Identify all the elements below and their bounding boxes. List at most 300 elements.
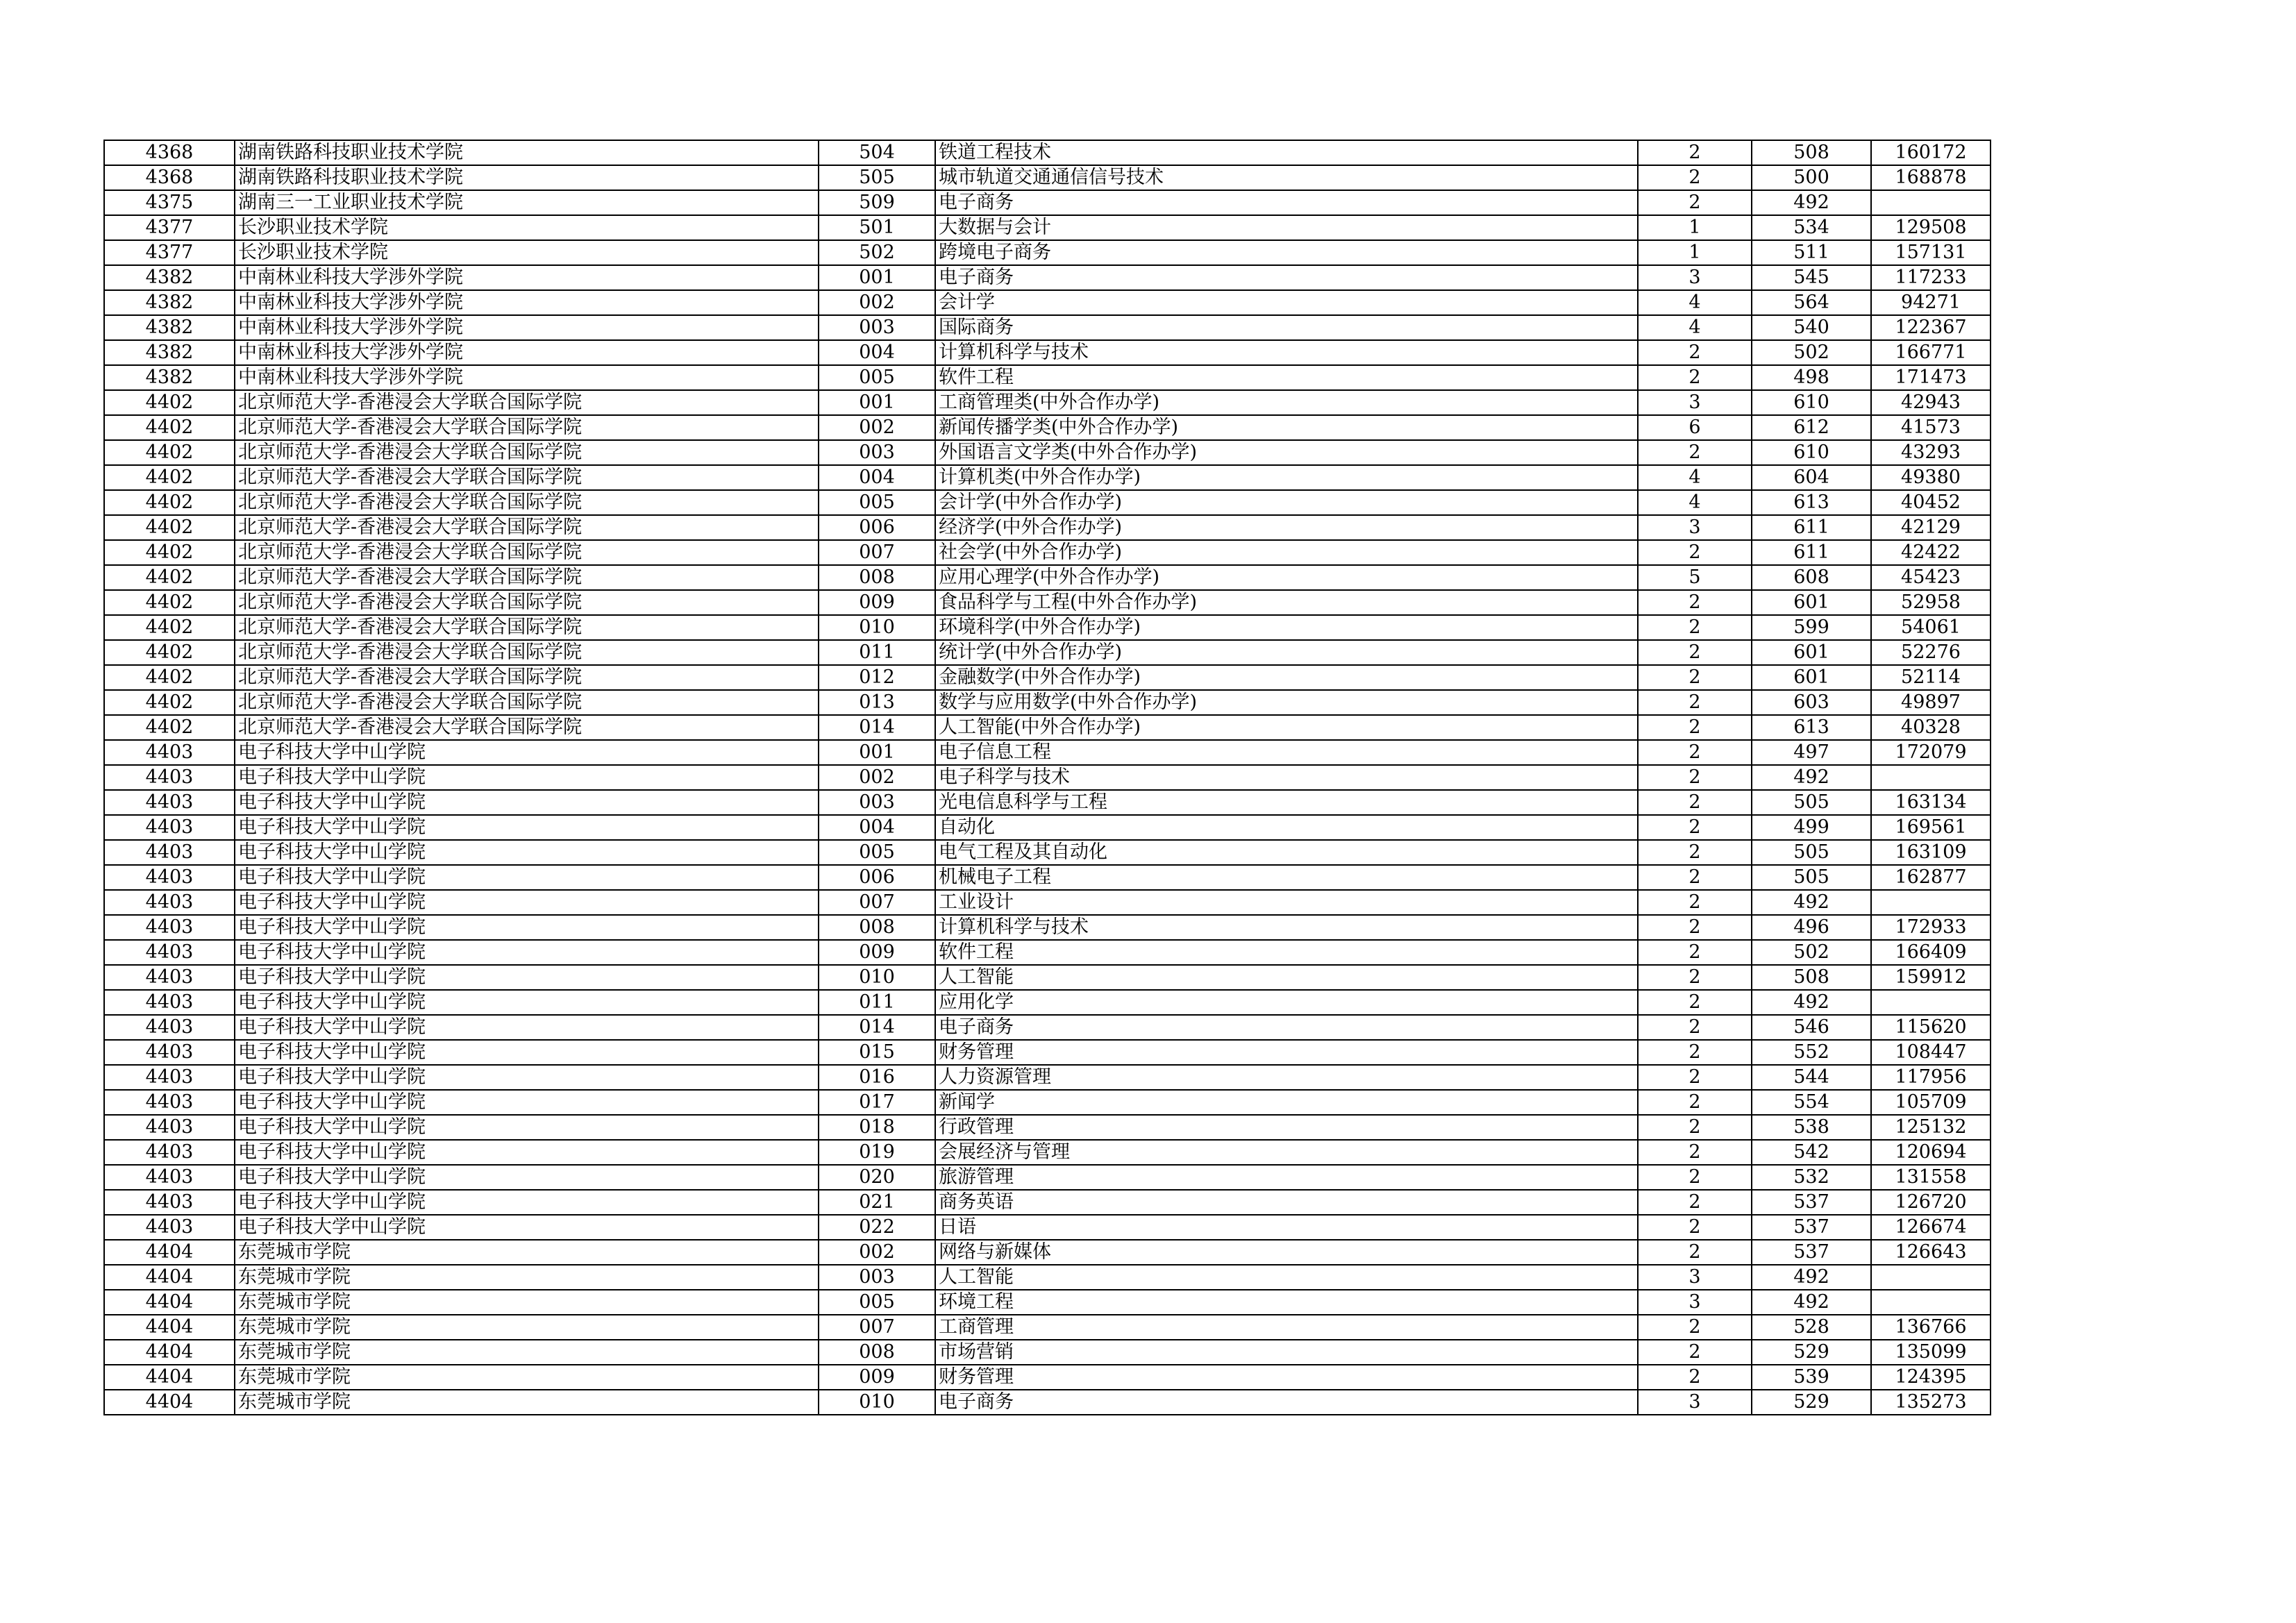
table-row bbox=[104, 1140, 1991, 1165]
table-row bbox=[104, 215, 1991, 240]
school-code-cell: 4404 bbox=[104, 1240, 235, 1265]
major-code-cell: 022 bbox=[819, 1215, 935, 1240]
school-name-cell: 北京师范大学-香港浸会大学联合国际学院 bbox=[235, 415, 819, 440]
table-row bbox=[104, 390, 1991, 415]
major-name-cell: 社会学(中外合作办学) bbox=[935, 540, 1638, 565]
rank-cell: 42943 bbox=[1871, 390, 1991, 415]
school-name-cell: 东莞城市学院 bbox=[235, 1315, 819, 1340]
table-row bbox=[104, 140, 1991, 165]
school-name-cell: 北京师范大学-香港浸会大学联合国际学院 bbox=[235, 565, 819, 590]
school-code-cell: 4404 bbox=[104, 1290, 235, 1315]
rank-cell: 49897 bbox=[1871, 690, 1991, 715]
min-score-cell: 502 bbox=[1752, 940, 1871, 965]
plan-count-cell: 3 bbox=[1638, 1290, 1752, 1315]
major-name-cell: 数学与应用数学(中外合作办学) bbox=[935, 690, 1638, 715]
rank-cell: 166771 bbox=[1871, 340, 1991, 365]
plan-count-cell: 1 bbox=[1638, 215, 1752, 240]
rank-cell: 135273 bbox=[1871, 1390, 1991, 1415]
major-code-cell: 002 bbox=[819, 415, 935, 440]
school-code-cell: 4403 bbox=[104, 990, 235, 1015]
school-name-cell: 湖南铁路科技职业技术学院 bbox=[235, 165, 819, 190]
major-name-cell: 人力资源管理 bbox=[935, 1065, 1638, 1090]
min-score-cell: 497 bbox=[1752, 740, 1871, 765]
plan-count-cell: 2 bbox=[1638, 1190, 1752, 1215]
rank-cell: 172079 bbox=[1871, 740, 1991, 765]
table-row bbox=[104, 740, 1991, 765]
major-name-cell: 会计学 bbox=[935, 290, 1638, 315]
rank-cell: 125132 bbox=[1871, 1115, 1991, 1140]
min-score-cell: 498 bbox=[1752, 365, 1871, 390]
table-row bbox=[104, 1165, 1991, 1190]
plan-count-cell: 2 bbox=[1638, 1240, 1752, 1265]
table-row bbox=[104, 665, 1991, 690]
min-score-cell: 604 bbox=[1752, 465, 1871, 490]
plan-count-cell: 3 bbox=[1638, 265, 1752, 290]
rank-cell: 117233 bbox=[1871, 265, 1991, 290]
min-score-cell: 545 bbox=[1752, 265, 1871, 290]
major-name-cell: 大数据与会计 bbox=[935, 215, 1638, 240]
school-name-cell: 电子科技大学中山学院 bbox=[235, 1140, 819, 1165]
rank-cell: 45423 bbox=[1871, 565, 1991, 590]
plan-count-cell: 2 bbox=[1638, 940, 1752, 965]
rank-cell: 126643 bbox=[1871, 1240, 1991, 1265]
school-name-cell: 中南林业科技大学涉外学院 bbox=[235, 340, 819, 365]
major-code-cell: 010 bbox=[819, 965, 935, 990]
major-name-cell: 自动化 bbox=[935, 815, 1638, 840]
major-name-cell: 商务英语 bbox=[935, 1190, 1638, 1215]
min-score-cell: 610 bbox=[1752, 440, 1871, 465]
school-code-cell: 4368 bbox=[104, 165, 235, 190]
school-code-cell: 4402 bbox=[104, 565, 235, 590]
min-score-cell: 546 bbox=[1752, 1015, 1871, 1040]
major-code-cell: 005 bbox=[819, 1290, 935, 1315]
plan-count-cell: 2 bbox=[1638, 865, 1752, 890]
rank-cell: 171473 bbox=[1871, 365, 1991, 390]
rank-cell: 126674 bbox=[1871, 1215, 1991, 1240]
plan-count-cell: 2 bbox=[1638, 1065, 1752, 1090]
table-row bbox=[104, 565, 1991, 590]
table-row bbox=[104, 265, 1991, 290]
rank-cell: 115620 bbox=[1871, 1015, 1991, 1040]
major-name-cell: 电子商务 bbox=[935, 1015, 1638, 1040]
school-code-cell: 4382 bbox=[104, 365, 235, 390]
min-score-cell: 529 bbox=[1752, 1340, 1871, 1365]
major-name-cell: 应用化学 bbox=[935, 990, 1638, 1015]
major-name-cell: 经济学(中外合作办学) bbox=[935, 515, 1638, 540]
major-name-cell: 电子商务 bbox=[935, 265, 1638, 290]
school-code-cell: 4403 bbox=[104, 1190, 235, 1215]
rank-cell: 163109 bbox=[1871, 840, 1991, 865]
min-score-cell: 538 bbox=[1752, 1115, 1871, 1140]
major-code-cell: 001 bbox=[819, 390, 935, 415]
school-name-cell: 电子科技大学中山学院 bbox=[235, 1165, 819, 1190]
table-row bbox=[104, 1340, 1991, 1365]
major-code-cell: 020 bbox=[819, 1165, 935, 1190]
table-row bbox=[104, 315, 1991, 340]
rank-cell bbox=[1871, 1265, 1991, 1290]
school-code-cell: 4403 bbox=[104, 915, 235, 940]
school-name-cell: 电子科技大学中山学院 bbox=[235, 1040, 819, 1065]
rank-cell: 54061 bbox=[1871, 615, 1991, 640]
table-row bbox=[104, 440, 1991, 465]
major-name-cell: 电子商务 bbox=[935, 1390, 1638, 1415]
school-name-cell: 北京师范大学-香港浸会大学联合国际学院 bbox=[235, 640, 819, 665]
table-row bbox=[104, 715, 1991, 740]
rank-cell: 108447 bbox=[1871, 1040, 1991, 1065]
table-row bbox=[104, 915, 1991, 940]
school-name-cell: 电子科技大学中山学院 bbox=[235, 1090, 819, 1115]
school-code-cell: 4403 bbox=[104, 1215, 235, 1240]
major-code-cell: 509 bbox=[819, 190, 935, 215]
major-code-cell: 502 bbox=[819, 240, 935, 265]
major-code-cell: 009 bbox=[819, 590, 935, 615]
major-name-cell: 软件工程 bbox=[935, 940, 1638, 965]
school-code-cell: 4402 bbox=[104, 640, 235, 665]
min-score-cell: 611 bbox=[1752, 515, 1871, 540]
major-name-cell: 机械电子工程 bbox=[935, 865, 1638, 890]
school-name-cell: 电子科技大学中山学院 bbox=[235, 990, 819, 1015]
table-row bbox=[104, 1190, 1991, 1215]
rank-cell bbox=[1871, 990, 1991, 1015]
plan-count-cell: 2 bbox=[1638, 790, 1752, 815]
min-score-cell: 492 bbox=[1752, 765, 1871, 790]
major-name-cell: 日语 bbox=[935, 1215, 1638, 1240]
major-name-cell: 财务管理 bbox=[935, 1365, 1638, 1390]
min-score-cell: 505 bbox=[1752, 790, 1871, 815]
admission-table bbox=[103, 140, 1991, 1415]
table-row bbox=[104, 365, 1991, 390]
school-code-cell: 4402 bbox=[104, 465, 235, 490]
major-name-cell: 电子科学与技术 bbox=[935, 765, 1638, 790]
rank-cell: 42129 bbox=[1871, 515, 1991, 540]
min-score-cell: 502 bbox=[1752, 340, 1871, 365]
rank-cell: 52114 bbox=[1871, 665, 1991, 690]
school-code-cell: 4404 bbox=[104, 1365, 235, 1390]
rank-cell: 49380 bbox=[1871, 465, 1991, 490]
school-code-cell: 4403 bbox=[104, 965, 235, 990]
school-name-cell: 北京师范大学-香港浸会大学联合国际学院 bbox=[235, 490, 819, 515]
school-name-cell: 电子科技大学中山学院 bbox=[235, 965, 819, 990]
min-score-cell: 599 bbox=[1752, 615, 1871, 640]
major-code-cell: 012 bbox=[819, 665, 935, 690]
min-score-cell: 608 bbox=[1752, 565, 1871, 590]
table-row bbox=[104, 690, 1991, 715]
plan-count-cell: 4 bbox=[1638, 490, 1752, 515]
table-row bbox=[104, 790, 1991, 815]
school-name-cell: 中南林业科技大学涉外学院 bbox=[235, 365, 819, 390]
rank-cell: 172933 bbox=[1871, 915, 1991, 940]
school-name-cell: 电子科技大学中山学院 bbox=[235, 915, 819, 940]
school-name-cell: 东莞城市学院 bbox=[235, 1365, 819, 1390]
school-code-cell: 4403 bbox=[104, 1115, 235, 1140]
table-row bbox=[104, 1315, 1991, 1340]
major-name-cell: 外国语言文学类(中外合作办学) bbox=[935, 440, 1638, 465]
school-name-cell: 北京师范大学-香港浸会大学联合国际学院 bbox=[235, 515, 819, 540]
min-score-cell: 610 bbox=[1752, 390, 1871, 415]
major-code-cell: 005 bbox=[819, 490, 935, 515]
plan-count-cell: 2 bbox=[1638, 1140, 1752, 1165]
table-body bbox=[104, 140, 1991, 1415]
school-name-cell: 电子科技大学中山学院 bbox=[235, 890, 819, 915]
school-code-cell: 4377 bbox=[104, 215, 235, 240]
min-score-cell: 508 bbox=[1752, 965, 1871, 990]
table-row bbox=[104, 465, 1991, 490]
min-score-cell: 601 bbox=[1752, 590, 1871, 615]
major-code-cell: 005 bbox=[819, 365, 935, 390]
major-code-cell: 004 bbox=[819, 465, 935, 490]
major-code-cell: 009 bbox=[819, 940, 935, 965]
major-name-cell: 铁道工程技术 bbox=[935, 140, 1638, 165]
school-name-cell: 电子科技大学中山学院 bbox=[235, 1015, 819, 1040]
school-code-cell: 4402 bbox=[104, 490, 235, 515]
table-row bbox=[104, 1090, 1991, 1115]
school-name-cell: 东莞城市学院 bbox=[235, 1390, 819, 1415]
plan-count-cell: 2 bbox=[1638, 140, 1752, 165]
major-name-cell: 会展经济与管理 bbox=[935, 1140, 1638, 1165]
table-row bbox=[104, 990, 1991, 1015]
min-score-cell: 537 bbox=[1752, 1240, 1871, 1265]
school-code-cell: 4402 bbox=[104, 590, 235, 615]
major-code-cell: 013 bbox=[819, 690, 935, 715]
table-row bbox=[104, 165, 1991, 190]
major-name-cell: 会计学(中外合作办学) bbox=[935, 490, 1638, 515]
rank-cell: 131558 bbox=[1871, 1165, 1991, 1190]
school-code-cell: 4403 bbox=[104, 815, 235, 840]
min-score-cell: 528 bbox=[1752, 1315, 1871, 1340]
school-name-cell: 东莞城市学院 bbox=[235, 1290, 819, 1315]
table-row bbox=[104, 490, 1991, 515]
plan-count-cell: 2 bbox=[1638, 340, 1752, 365]
major-name-cell: 应用心理学(中外合作办学) bbox=[935, 565, 1638, 590]
major-code-cell: 011 bbox=[819, 640, 935, 665]
table-row bbox=[104, 540, 1991, 565]
table-row bbox=[104, 190, 1991, 215]
school-name-cell: 北京师范大学-香港浸会大学联合国际学院 bbox=[235, 665, 819, 690]
min-score-cell: 537 bbox=[1752, 1215, 1871, 1240]
plan-count-cell: 2 bbox=[1638, 1040, 1752, 1065]
major-name-cell: 新闻传播学类(中外合作办学) bbox=[935, 415, 1638, 440]
table-row bbox=[104, 1215, 1991, 1240]
school-name-cell: 北京师范大学-香港浸会大学联合国际学院 bbox=[235, 590, 819, 615]
min-score-cell: 601 bbox=[1752, 640, 1871, 665]
plan-count-cell: 2 bbox=[1638, 690, 1752, 715]
school-code-cell: 4403 bbox=[104, 1140, 235, 1165]
table-row bbox=[104, 415, 1991, 440]
major-name-cell: 工业设计 bbox=[935, 890, 1638, 915]
min-score-cell: 492 bbox=[1752, 1290, 1871, 1315]
min-score-cell: 511 bbox=[1752, 240, 1871, 265]
table-row bbox=[104, 815, 1991, 840]
school-code-cell: 4403 bbox=[104, 890, 235, 915]
school-name-cell: 北京师范大学-香港浸会大学联合国际学院 bbox=[235, 390, 819, 415]
major-name-cell: 金融数学(中外合作办学) bbox=[935, 665, 1638, 690]
major-code-cell: 003 bbox=[819, 1265, 935, 1290]
school-name-cell: 电子科技大学中山学院 bbox=[235, 865, 819, 890]
min-score-cell: 613 bbox=[1752, 490, 1871, 515]
major-code-cell: 003 bbox=[819, 315, 935, 340]
major-name-cell: 食品科学与工程(中外合作办学) bbox=[935, 590, 1638, 615]
major-code-cell: 007 bbox=[819, 540, 935, 565]
major-code-cell: 002 bbox=[819, 765, 935, 790]
rank-cell: 124395 bbox=[1871, 1365, 1991, 1390]
school-code-cell: 4403 bbox=[104, 1065, 235, 1090]
plan-count-cell: 2 bbox=[1638, 1215, 1752, 1240]
plan-count-cell: 2 bbox=[1638, 190, 1752, 215]
school-name-cell: 东莞城市学院 bbox=[235, 1240, 819, 1265]
school-name-cell: 中南林业科技大学涉外学院 bbox=[235, 290, 819, 315]
rank-cell: 52958 bbox=[1871, 590, 1991, 615]
major-name-cell: 市场营销 bbox=[935, 1340, 1638, 1365]
school-name-cell: 长沙职业技术学院 bbox=[235, 215, 819, 240]
table-row bbox=[104, 1365, 1991, 1390]
table-row bbox=[104, 965, 1991, 990]
table-row bbox=[104, 1115, 1991, 1140]
school-name-cell: 电子科技大学中山学院 bbox=[235, 1190, 819, 1215]
school-code-cell: 4403 bbox=[104, 940, 235, 965]
major-code-cell: 504 bbox=[819, 140, 935, 165]
major-code-cell: 009 bbox=[819, 1365, 935, 1390]
school-name-cell: 电子科技大学中山学院 bbox=[235, 790, 819, 815]
table-row bbox=[104, 1290, 1991, 1315]
plan-count-cell: 2 bbox=[1638, 915, 1752, 940]
plan-count-cell: 2 bbox=[1638, 640, 1752, 665]
major-name-cell: 工商管理 bbox=[935, 1315, 1638, 1340]
min-score-cell: 537 bbox=[1752, 1190, 1871, 1215]
plan-count-cell: 2 bbox=[1638, 715, 1752, 740]
table-row bbox=[104, 865, 1991, 890]
major-name-cell: 统计学(中外合作办学) bbox=[935, 640, 1638, 665]
plan-count-cell: 2 bbox=[1638, 1115, 1752, 1140]
major-name-cell: 电气工程及其自动化 bbox=[935, 840, 1638, 865]
school-code-cell: 4402 bbox=[104, 715, 235, 740]
plan-count-cell: 5 bbox=[1638, 565, 1752, 590]
major-name-cell: 新闻学 bbox=[935, 1090, 1638, 1115]
school-name-cell: 北京师范大学-香港浸会大学联合国际学院 bbox=[235, 465, 819, 490]
school-name-cell: 电子科技大学中山学院 bbox=[235, 1115, 819, 1140]
rank-cell: 126720 bbox=[1871, 1190, 1991, 1215]
min-score-cell: 601 bbox=[1752, 665, 1871, 690]
major-code-cell: 011 bbox=[819, 990, 935, 1015]
plan-count-cell: 2 bbox=[1638, 815, 1752, 840]
school-code-cell: 4382 bbox=[104, 315, 235, 340]
rank-cell: 163134 bbox=[1871, 790, 1991, 815]
plan-count-cell: 2 bbox=[1638, 615, 1752, 640]
school-code-cell: 4403 bbox=[104, 790, 235, 815]
major-code-cell: 005 bbox=[819, 840, 935, 865]
major-code-cell: 008 bbox=[819, 565, 935, 590]
min-score-cell: 529 bbox=[1752, 1390, 1871, 1415]
major-code-cell: 002 bbox=[819, 1240, 935, 1265]
major-name-cell: 行政管理 bbox=[935, 1115, 1638, 1140]
major-code-cell: 014 bbox=[819, 1015, 935, 1040]
school-code-cell: 4404 bbox=[104, 1315, 235, 1340]
school-name-cell: 湖南三一工业职业技术学院 bbox=[235, 190, 819, 215]
table-row bbox=[104, 1040, 1991, 1065]
rank-cell: 94271 bbox=[1871, 290, 1991, 315]
school-code-cell: 4403 bbox=[104, 740, 235, 765]
rank-cell: 120694 bbox=[1871, 1140, 1991, 1165]
rank-cell bbox=[1871, 190, 1991, 215]
min-score-cell: 544 bbox=[1752, 1065, 1871, 1090]
major-code-cell: 505 bbox=[819, 165, 935, 190]
plan-count-cell: 4 bbox=[1638, 465, 1752, 490]
major-name-cell: 人工智能 bbox=[935, 1265, 1638, 1290]
major-name-cell: 环境工程 bbox=[935, 1290, 1638, 1315]
rank-cell: 129508 bbox=[1871, 215, 1991, 240]
school-name-cell: 北京师范大学-香港浸会大学联合国际学院 bbox=[235, 690, 819, 715]
table-row bbox=[104, 290, 1991, 315]
table-row bbox=[104, 340, 1991, 365]
rank-cell: 40328 bbox=[1871, 715, 1991, 740]
major-code-cell: 021 bbox=[819, 1190, 935, 1215]
school-code-cell: 4404 bbox=[104, 1265, 235, 1290]
table-row bbox=[104, 590, 1991, 615]
rank-cell: 41573 bbox=[1871, 415, 1991, 440]
plan-count-cell: 3 bbox=[1638, 1265, 1752, 1290]
rank-cell: 162877 bbox=[1871, 865, 1991, 890]
school-name-cell: 电子科技大学中山学院 bbox=[235, 815, 819, 840]
min-score-cell: 603 bbox=[1752, 690, 1871, 715]
major-code-cell: 001 bbox=[819, 265, 935, 290]
major-code-cell: 016 bbox=[819, 1065, 935, 1090]
plan-count-cell: 2 bbox=[1638, 1165, 1752, 1190]
rank-cell: 159912 bbox=[1871, 965, 1991, 990]
plan-count-cell: 2 bbox=[1638, 990, 1752, 1015]
min-score-cell: 540 bbox=[1752, 315, 1871, 340]
min-score-cell: 492 bbox=[1752, 1265, 1871, 1290]
plan-count-cell: 2 bbox=[1638, 1090, 1752, 1115]
rank-cell: 160172 bbox=[1871, 140, 1991, 165]
rank-cell bbox=[1871, 1290, 1991, 1315]
plan-count-cell: 2 bbox=[1638, 1015, 1752, 1040]
major-name-cell: 电子商务 bbox=[935, 190, 1638, 215]
major-code-cell: 014 bbox=[819, 715, 935, 740]
major-name-cell: 跨境电子商务 bbox=[935, 240, 1638, 265]
school-name-cell: 北京师范大学-香港浸会大学联合国际学院 bbox=[235, 615, 819, 640]
min-score-cell: 492 bbox=[1752, 890, 1871, 915]
table-row bbox=[104, 615, 1991, 640]
major-code-cell: 015 bbox=[819, 1040, 935, 1065]
school-code-cell: 4402 bbox=[104, 615, 235, 640]
table-row bbox=[104, 1065, 1991, 1090]
min-score-cell: 532 bbox=[1752, 1165, 1871, 1190]
major-code-cell: 003 bbox=[819, 790, 935, 815]
plan-count-cell: 2 bbox=[1638, 890, 1752, 915]
min-score-cell: 492 bbox=[1752, 190, 1871, 215]
plan-count-cell: 2 bbox=[1638, 965, 1752, 990]
min-score-cell: 496 bbox=[1752, 915, 1871, 940]
school-code-cell: 4403 bbox=[104, 1015, 235, 1040]
min-score-cell: 539 bbox=[1752, 1365, 1871, 1390]
major-code-cell: 019 bbox=[819, 1140, 935, 1165]
table-row bbox=[104, 640, 1991, 665]
major-name-cell: 计算机类(中外合作办学) bbox=[935, 465, 1638, 490]
rank-cell bbox=[1871, 765, 1991, 790]
table-row bbox=[104, 515, 1991, 540]
major-code-cell: 006 bbox=[819, 515, 935, 540]
min-score-cell: 612 bbox=[1752, 415, 1871, 440]
min-score-cell: 508 bbox=[1752, 140, 1871, 165]
major-name-cell: 电子信息工程 bbox=[935, 740, 1638, 765]
school-code-cell: 4375 bbox=[104, 190, 235, 215]
major-name-cell: 计算机科学与技术 bbox=[935, 340, 1638, 365]
table-row bbox=[104, 840, 1991, 865]
school-code-cell: 4402 bbox=[104, 690, 235, 715]
rank-cell: 40452 bbox=[1871, 490, 1991, 515]
plan-count-cell: 2 bbox=[1638, 365, 1752, 390]
plan-count-cell: 2 bbox=[1638, 840, 1752, 865]
school-code-cell: 4403 bbox=[104, 840, 235, 865]
